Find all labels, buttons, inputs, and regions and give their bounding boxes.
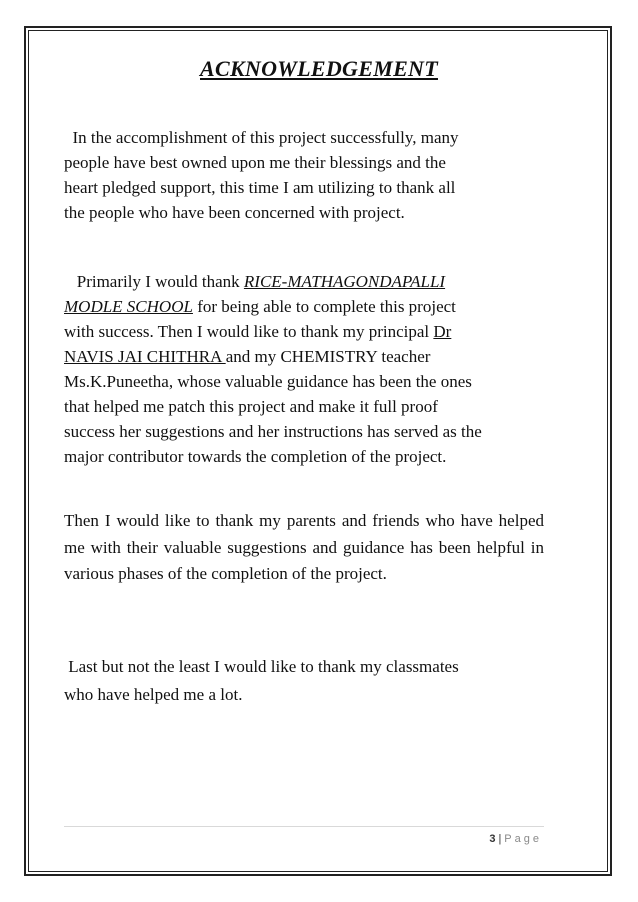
paragraph-thanks-school [64,269,544,469]
page-title: ACKNOWLEDGEMENT [200,56,438,81]
paragraph-line: that helped me patch this project and make it full proof [64,397,438,416]
paragraph-line: success her suggestions and her instructions has served as the [64,422,482,441]
paragraph-line: Last but not the least I would like to thank my classmates [64,657,459,676]
paragraph-line [64,269,544,294]
text-run: and my CHEMISTRY teacher [225,347,431,366]
paragraph-thanks-parents: Then I would like to thank my parents and friends who have helped me with their valuable suggestions and guidance has been helpful in various phases of the completion of the project. [64,511,544,583]
paragraph-line: who have helped me a lot. [64,685,243,704]
paragraph-line [64,294,544,319]
paragraph-thanks-classmates [64,653,544,709]
page-number: 3 [489,833,496,845]
text-run: for being able to complete this project [192,297,456,316]
text-run: with success. Then I would like to thank my principal [64,322,434,341]
principal-name: NAVIS JAI CHITHRA [64,347,226,366]
paragraph-line: Ms.K.Puneetha, whose valuable guidance has been the ones [64,372,472,391]
page-label: Page [504,833,542,845]
paragraph-line [64,319,544,344]
school-name: MODLE SCHOOL [64,297,193,316]
principal-name: Dr [433,322,452,341]
paragraph-line: In the accomplishment of this project successfully, many [64,128,459,147]
footer-divider [64,826,544,827]
paragraph-line: people have best owned upon me their blessings and the [64,153,446,172]
paragraph-line [64,344,544,369]
paragraph-line: major contributor towards the completion of the project. [64,447,447,466]
paragraph-line: the people who have been concerned with project. [64,203,405,222]
footer-separator: | [498,833,502,845]
text-run: Primarily I would thank [64,272,244,291]
page-footer [489,833,542,845]
school-name: RICE-MATHAGONDAPALLI [243,272,446,291]
paragraph-intro [64,125,544,225]
paragraph-line: heart pledged support, this time I am utilizing to thank all [64,178,456,197]
